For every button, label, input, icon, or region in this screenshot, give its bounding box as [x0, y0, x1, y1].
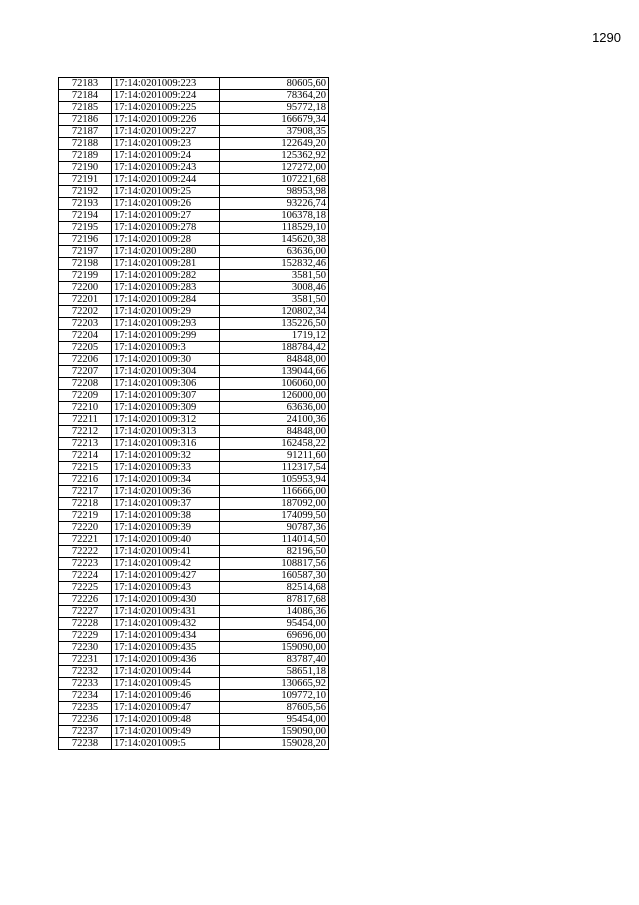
- row-id-cell: 72192: [59, 186, 112, 198]
- table-row: [59, 246, 329, 258]
- table-row: [59, 294, 329, 306]
- cadastral-number-cell: 17:14:0201009:431: [112, 606, 220, 618]
- row-id-cell: 72211: [59, 414, 112, 426]
- cadastral-number-cell: 17:14:0201009:284: [112, 294, 220, 306]
- cadastral-value-cell: 139044,66: [220, 366, 329, 378]
- row-id-cell: 72210: [59, 402, 112, 414]
- cadastral-value-cell: 3008,46: [220, 282, 329, 294]
- cadastral-value-cell: 84848,00: [220, 426, 329, 438]
- table-row: [59, 102, 329, 114]
- row-id-cell: 72218: [59, 498, 112, 510]
- row-id-cell: 72225: [59, 582, 112, 594]
- cadastral-number-cell: 17:14:0201009:45: [112, 678, 220, 690]
- cadastral-value-cell: 78364,20: [220, 90, 329, 102]
- cadastral-number-cell: 17:14:0201009:48: [112, 714, 220, 726]
- row-id-cell: 72224: [59, 570, 112, 582]
- table-row: [59, 702, 329, 714]
- table-row: [59, 414, 329, 426]
- cadastral-number-cell: 17:14:0201009:33: [112, 462, 220, 474]
- row-id-cell: 72216: [59, 474, 112, 486]
- cadastral-value-cell: 107221,68: [220, 174, 329, 186]
- row-id-cell: 72209: [59, 390, 112, 402]
- cadastral-number-cell: 17:14:0201009:436: [112, 654, 220, 666]
- cadastral-value-cell: 145620,38: [220, 234, 329, 246]
- table-row: [59, 678, 329, 690]
- table-row: [59, 726, 329, 738]
- cadastral-value-table: [58, 77, 329, 750]
- cadastral-number-cell: 17:14:0201009:244: [112, 174, 220, 186]
- table-row: [59, 666, 329, 678]
- cadastral-value-cell: 82514,68: [220, 582, 329, 594]
- cadastral-value-cell: 80605,60: [220, 78, 329, 90]
- row-id-cell: 72204: [59, 330, 112, 342]
- cadastral-value-cell: 14086,36: [220, 606, 329, 618]
- cadastral-number-cell: 17:14:0201009:283: [112, 282, 220, 294]
- cadastral-number-cell: 17:14:0201009:430: [112, 594, 220, 606]
- table-row: [59, 222, 329, 234]
- row-id-cell: 72194: [59, 210, 112, 222]
- table-row: [59, 366, 329, 378]
- table-row: [59, 150, 329, 162]
- row-id-cell: 72189: [59, 150, 112, 162]
- cadastral-value-cell: 162458,22: [220, 438, 329, 450]
- cadastral-number-cell: 17:14:0201009:312: [112, 414, 220, 426]
- table-row: [59, 510, 329, 522]
- cadastral-value-cell: 160587,30: [220, 570, 329, 582]
- cadastral-value-cell: 106378,18: [220, 210, 329, 222]
- row-id-cell: 72190: [59, 162, 112, 174]
- cadastral-number-cell: 17:14:0201009:24: [112, 150, 220, 162]
- cadastral-number-cell: 17:14:0201009:49: [112, 726, 220, 738]
- cadastral-value-cell: 1719,12: [220, 330, 329, 342]
- row-id-cell: 72219: [59, 510, 112, 522]
- cadastral-number-cell: 17:14:0201009:40: [112, 534, 220, 546]
- cadastral-number-cell: 17:14:0201009:42: [112, 558, 220, 570]
- table-row: [59, 606, 329, 618]
- table-row: [59, 534, 329, 546]
- table-row: [59, 114, 329, 126]
- cadastral-number-cell: 17:14:0201009:44: [112, 666, 220, 678]
- cadastral-number-cell: 17:14:0201009:293: [112, 318, 220, 330]
- row-id-cell: 72186: [59, 114, 112, 126]
- cadastral-number-cell: 17:14:0201009:282: [112, 270, 220, 282]
- cadastral-number-cell: 17:14:0201009:432: [112, 618, 220, 630]
- table-row: [59, 330, 329, 342]
- row-id-cell: 72199: [59, 270, 112, 282]
- cadastral-value-cell: 122649,20: [220, 138, 329, 150]
- table-row: [59, 210, 329, 222]
- cadastral-value-cell: 109772,10: [220, 690, 329, 702]
- row-id-cell: 72233: [59, 678, 112, 690]
- cadastral-value-cell: 83787,40: [220, 654, 329, 666]
- table-row: [59, 258, 329, 270]
- table-row: [59, 318, 329, 330]
- cadastral-number-cell: 17:14:0201009:36: [112, 486, 220, 498]
- table-row: [59, 654, 329, 666]
- table-row: [59, 498, 329, 510]
- cadastral-value-cell: 159028,20: [220, 738, 329, 750]
- table-row: [59, 618, 329, 630]
- row-id-cell: 72231: [59, 654, 112, 666]
- cadastral-value-cell: 127272,00: [220, 162, 329, 174]
- row-id-cell: 72202: [59, 306, 112, 318]
- cadastral-number-cell: 17:14:0201009:304: [112, 366, 220, 378]
- table-row: [59, 690, 329, 702]
- cadastral-value-cell: 188784,42: [220, 342, 329, 354]
- cadastral-value-cell: 95454,00: [220, 618, 329, 630]
- cadastral-value-cell: 3581,50: [220, 270, 329, 282]
- cadastral-number-cell: 17:14:0201009:23: [112, 138, 220, 150]
- cadastral-number-cell: 17:14:0201009:223: [112, 78, 220, 90]
- cadastral-value-cell: 84848,00: [220, 354, 329, 366]
- cadastral-value-cell: 118529,10: [220, 222, 329, 234]
- table-row: [59, 438, 329, 450]
- row-id-cell: 72195: [59, 222, 112, 234]
- row-id-cell: 72213: [59, 438, 112, 450]
- table-row: [59, 546, 329, 558]
- cadastral-number-cell: 17:14:0201009:39: [112, 522, 220, 534]
- cadastral-number-cell: 17:14:0201009:316: [112, 438, 220, 450]
- cadastral-value-cell: 37908,35: [220, 126, 329, 138]
- cadastral-number-cell: 17:14:0201009:37: [112, 498, 220, 510]
- cadastral-number-cell: 17:14:0201009:306: [112, 378, 220, 390]
- table-row: [59, 90, 329, 102]
- cadastral-number-cell: 17:14:0201009:313: [112, 426, 220, 438]
- table-row: [59, 426, 329, 438]
- cadastral-number-cell: 17:14:0201009:28: [112, 234, 220, 246]
- table-row: [59, 282, 329, 294]
- cadastral-number-cell: 17:14:0201009:227: [112, 126, 220, 138]
- table-row: [59, 138, 329, 150]
- cadastral-value-cell: 24100,36: [220, 414, 329, 426]
- cadastral-value-cell: 174099,50: [220, 510, 329, 522]
- cadastral-number-cell: 17:14:0201009:32: [112, 450, 220, 462]
- row-id-cell: 72191: [59, 174, 112, 186]
- cadastral-number-cell: 17:14:0201009:280: [112, 246, 220, 258]
- cadastral-value-cell: 187092,00: [220, 498, 329, 510]
- cadastral-value-cell: 87605,56: [220, 702, 329, 714]
- cadastral-number-cell: 17:14:0201009:27: [112, 210, 220, 222]
- cadastral-value-cell: 159090,00: [220, 642, 329, 654]
- cadastral-number-cell: 17:14:0201009:299: [112, 330, 220, 342]
- cadastral-number-cell: 17:14:0201009:243: [112, 162, 220, 174]
- cadastral-value-cell: 159090,00: [220, 726, 329, 738]
- table-row: [59, 306, 329, 318]
- table-row: [59, 270, 329, 282]
- cadastral-value-cell: 130665,92: [220, 678, 329, 690]
- row-id-cell: 72187: [59, 126, 112, 138]
- cadastral-number-cell: 17:14:0201009:43: [112, 582, 220, 594]
- cadastral-number-cell: 17:14:0201009:46: [112, 690, 220, 702]
- table-row: [59, 738, 329, 750]
- row-id-cell: 72201: [59, 294, 112, 306]
- page-number: 1290: [592, 30, 621, 45]
- row-id-cell: 72197: [59, 246, 112, 258]
- table-row: [59, 486, 329, 498]
- row-id-cell: 72212: [59, 426, 112, 438]
- cadastral-value-cell: 152832,46: [220, 258, 329, 270]
- row-id-cell: 72232: [59, 666, 112, 678]
- cadastral-number-cell: 17:14:0201009:309: [112, 402, 220, 414]
- table-row: [59, 186, 329, 198]
- row-id-cell: 72237: [59, 726, 112, 738]
- table-row: [59, 402, 329, 414]
- row-id-cell: 72220: [59, 522, 112, 534]
- row-id-cell: 72183: [59, 78, 112, 90]
- cadastral-value-cell: 95772,18: [220, 102, 329, 114]
- cadastral-number-cell: 17:14:0201009:435: [112, 642, 220, 654]
- cadastral-number-cell: 17:14:0201009:47: [112, 702, 220, 714]
- table-row: [59, 342, 329, 354]
- cadastral-value-cell: 114014,50: [220, 534, 329, 546]
- cadastral-value-cell: 120802,34: [220, 306, 329, 318]
- cadastral-number-cell: 17:14:0201009:226: [112, 114, 220, 126]
- cadastral-value-cell: 105953,94: [220, 474, 329, 486]
- cadastral-value-cell: 90787,36: [220, 522, 329, 534]
- cadastral-number-cell: 17:14:0201009:38: [112, 510, 220, 522]
- row-id-cell: 72206: [59, 354, 112, 366]
- table-row: [59, 582, 329, 594]
- table-row: [59, 390, 329, 402]
- table-row: [59, 162, 329, 174]
- cadastral-number-cell: 17:14:0201009:25: [112, 186, 220, 198]
- row-id-cell: 72234: [59, 690, 112, 702]
- table-row: [59, 174, 329, 186]
- row-id-cell: 72198: [59, 258, 112, 270]
- row-id-cell: 72236: [59, 714, 112, 726]
- cadastral-number-cell: 17:14:0201009:29: [112, 306, 220, 318]
- cadastral-value-cell: 91211,60: [220, 450, 329, 462]
- cadastral-number-cell: 17:14:0201009:224: [112, 90, 220, 102]
- table-row: [59, 642, 329, 654]
- cadastral-value-cell: 126000,00: [220, 390, 329, 402]
- table-row: [59, 462, 329, 474]
- table-row: [59, 594, 329, 606]
- row-id-cell: 72238: [59, 738, 112, 750]
- row-id-cell: 72221: [59, 534, 112, 546]
- row-id-cell: 72184: [59, 90, 112, 102]
- row-id-cell: 72196: [59, 234, 112, 246]
- row-id-cell: 72215: [59, 462, 112, 474]
- row-id-cell: 72208: [59, 378, 112, 390]
- cadastral-number-cell: 17:14:0201009:41: [112, 546, 220, 558]
- row-id-cell: 72228: [59, 618, 112, 630]
- cadastral-value-cell: 116666,00: [220, 486, 329, 498]
- row-id-cell: 72230: [59, 642, 112, 654]
- cadastral-number-cell: 17:14:0201009:225: [112, 102, 220, 114]
- cadastral-number-cell: 17:14:0201009:3: [112, 342, 220, 354]
- table-row: [59, 378, 329, 390]
- cadastral-number-cell: 17:14:0201009:281: [112, 258, 220, 270]
- cadastral-value-cell: 93226,74: [220, 198, 329, 210]
- row-id-cell: 72200: [59, 282, 112, 294]
- table-row: [59, 558, 329, 570]
- cadastral-value-cell: 106060,00: [220, 378, 329, 390]
- cadastral-value-cell: 58651,18: [220, 666, 329, 678]
- table-row: [59, 234, 329, 246]
- row-id-cell: 72205: [59, 342, 112, 354]
- row-id-cell: 72235: [59, 702, 112, 714]
- cadastral-value-cell: 87817,68: [220, 594, 329, 606]
- cadastral-number-cell: 17:14:0201009:30: [112, 354, 220, 366]
- cadastral-number-cell: 17:14:0201009:26: [112, 198, 220, 210]
- table-row: [59, 198, 329, 210]
- cadastral-number-cell: 17:14:0201009:34: [112, 474, 220, 486]
- row-id-cell: 72222: [59, 546, 112, 558]
- row-id-cell: 72188: [59, 138, 112, 150]
- table-row: [59, 450, 329, 462]
- cadastral-number-cell: 17:14:0201009:278: [112, 222, 220, 234]
- table-body: [59, 78, 329, 750]
- cadastral-value-cell: 98953,98: [220, 186, 329, 198]
- cadastral-number-cell: 17:14:0201009:5: [112, 738, 220, 750]
- cadastral-number-cell: 17:14:0201009:427: [112, 570, 220, 582]
- cadastral-value-cell: 3581,50: [220, 294, 329, 306]
- row-id-cell: 72185: [59, 102, 112, 114]
- table-row: [59, 474, 329, 486]
- table-row: [59, 78, 329, 90]
- row-id-cell: 72226: [59, 594, 112, 606]
- cadastral-value-cell: 112317,54: [220, 462, 329, 474]
- row-id-cell: 72223: [59, 558, 112, 570]
- cadastral-value-cell: 166679,34: [220, 114, 329, 126]
- cadastral-number-cell: 17:14:0201009:434: [112, 630, 220, 642]
- cadastral-value-cell: 135226,50: [220, 318, 329, 330]
- cadastral-value-cell: 82196,50: [220, 546, 329, 558]
- row-id-cell: 72229: [59, 630, 112, 642]
- cadastral-value-cell: 63636,00: [220, 402, 329, 414]
- row-id-cell: 72227: [59, 606, 112, 618]
- table-row: [59, 714, 329, 726]
- row-id-cell: 72193: [59, 198, 112, 210]
- cadastral-number-cell: 17:14:0201009:307: [112, 390, 220, 402]
- table-row: [59, 522, 329, 534]
- row-id-cell: 72217: [59, 486, 112, 498]
- table-row: [59, 126, 329, 138]
- cadastral-value-cell: 69696,00: [220, 630, 329, 642]
- table-row: [59, 354, 329, 366]
- cadastral-value-cell: 63636,00: [220, 246, 329, 258]
- table-row: [59, 570, 329, 582]
- row-id-cell: 72207: [59, 366, 112, 378]
- cadastral-value-cell: 108817,56: [220, 558, 329, 570]
- table-row: [59, 630, 329, 642]
- cadastral-value-cell: 95454,00: [220, 714, 329, 726]
- row-id-cell: 72214: [59, 450, 112, 462]
- row-id-cell: 72203: [59, 318, 112, 330]
- cadastral-value-cell: 125362,92: [220, 150, 329, 162]
